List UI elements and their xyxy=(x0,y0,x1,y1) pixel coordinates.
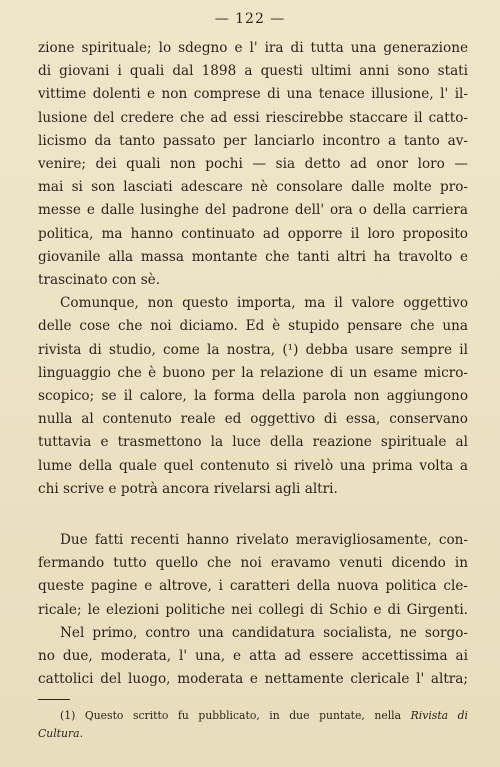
text-line: scopico; se il calore, la forma della parola non aggiungono xyxy=(38,388,468,405)
text-line: no due, moderata, l' una, e atta ad essere accettissima ai xyxy=(38,648,468,665)
page-number: — 122 — xyxy=(214,11,286,27)
text-line: tuttavia e trasmettono la luce della reazione spirituale al xyxy=(38,434,468,451)
text-line: venire; dei quali non pochi — sia detto ad onor loro — xyxy=(38,156,468,173)
text-line: ricale; le elezioni politiche nei collegi di Schio e di Girgenti. xyxy=(38,601,468,618)
text-line: chi scrive e potrà ancora rivelarsi agli altri. xyxy=(38,480,338,497)
text-line: messe e dalle lusinghe del padrone dell' ora o della carriera xyxy=(38,202,468,219)
text-line: licismo da tanto passato per lanciarlo incontro a tanto av- xyxy=(38,132,468,149)
text-line: lume della quale quel contenuto si rivelò una prima volta a xyxy=(38,457,468,474)
text-line: vittime dolenti e non comprese di una tenace illusione, l' il- xyxy=(38,86,468,103)
text-line: Due fatti recenti hanno rivelato meravigliosamente, con- xyxy=(60,532,468,548)
text-line: mai si son lasciati adescare nè consolare dalle molte pro- xyxy=(38,179,468,196)
text-line: queste pagine e altrove, i caratteri della nuova politica cle- xyxy=(38,578,468,595)
text-line: di giovani i quali dal 1898 a questi ultimi anni sono stati xyxy=(38,63,468,80)
text-block-lower xyxy=(38,529,468,691)
text-line: cattolici del luogo, moderata e nettamente clericale l' altra; xyxy=(38,671,468,688)
text-line: trascinato con sè. xyxy=(38,272,161,289)
text-block-upper xyxy=(38,37,468,501)
footnote-journal-title: Rivista di xyxy=(410,709,469,722)
footnote-punctuation: . xyxy=(79,727,83,740)
footnote-text: (1) Questo scritto fu pubblicato, in due puntate, nella xyxy=(60,709,402,722)
text-line: delle cose che noi diciamo. Ed è stupido pensare che una xyxy=(38,318,468,335)
text-line: rivista di studio, come la nostra, (¹) debba usare sempre il xyxy=(38,341,468,358)
text-line: lusione del credere che ad essi riescirebbe staccare il catto- xyxy=(38,109,468,126)
text-line: Comunque, non questo importa, ma il valore oggettivo xyxy=(60,295,468,312)
footnote-line xyxy=(38,725,468,743)
text-line: linguaggio che è buono per la relazione di un esame micro- xyxy=(38,364,468,381)
text-line: nulla al contenuto reale ed oggettivo di essa, conservano xyxy=(38,411,468,428)
text-line: giovanile alla massa montante che tanti altri ha travolto e xyxy=(38,248,468,265)
footnote-separator xyxy=(38,699,70,700)
footnote-journal-title: Cultura xyxy=(38,727,80,740)
text-line: politica, ma hanno continuato ad opporre il loro proposito xyxy=(38,225,468,242)
footnote-line xyxy=(38,707,468,725)
text-line: fermando tutto quello che noi eravamo venuti dicendo in xyxy=(38,555,468,572)
footnote xyxy=(38,707,468,743)
text-line: zione spirituale; lo sdegno e l' ira di tutta una generazione xyxy=(38,40,468,56)
text-line: Nel primo, contro una candidatura socialista, ne sorgo- xyxy=(60,624,468,641)
